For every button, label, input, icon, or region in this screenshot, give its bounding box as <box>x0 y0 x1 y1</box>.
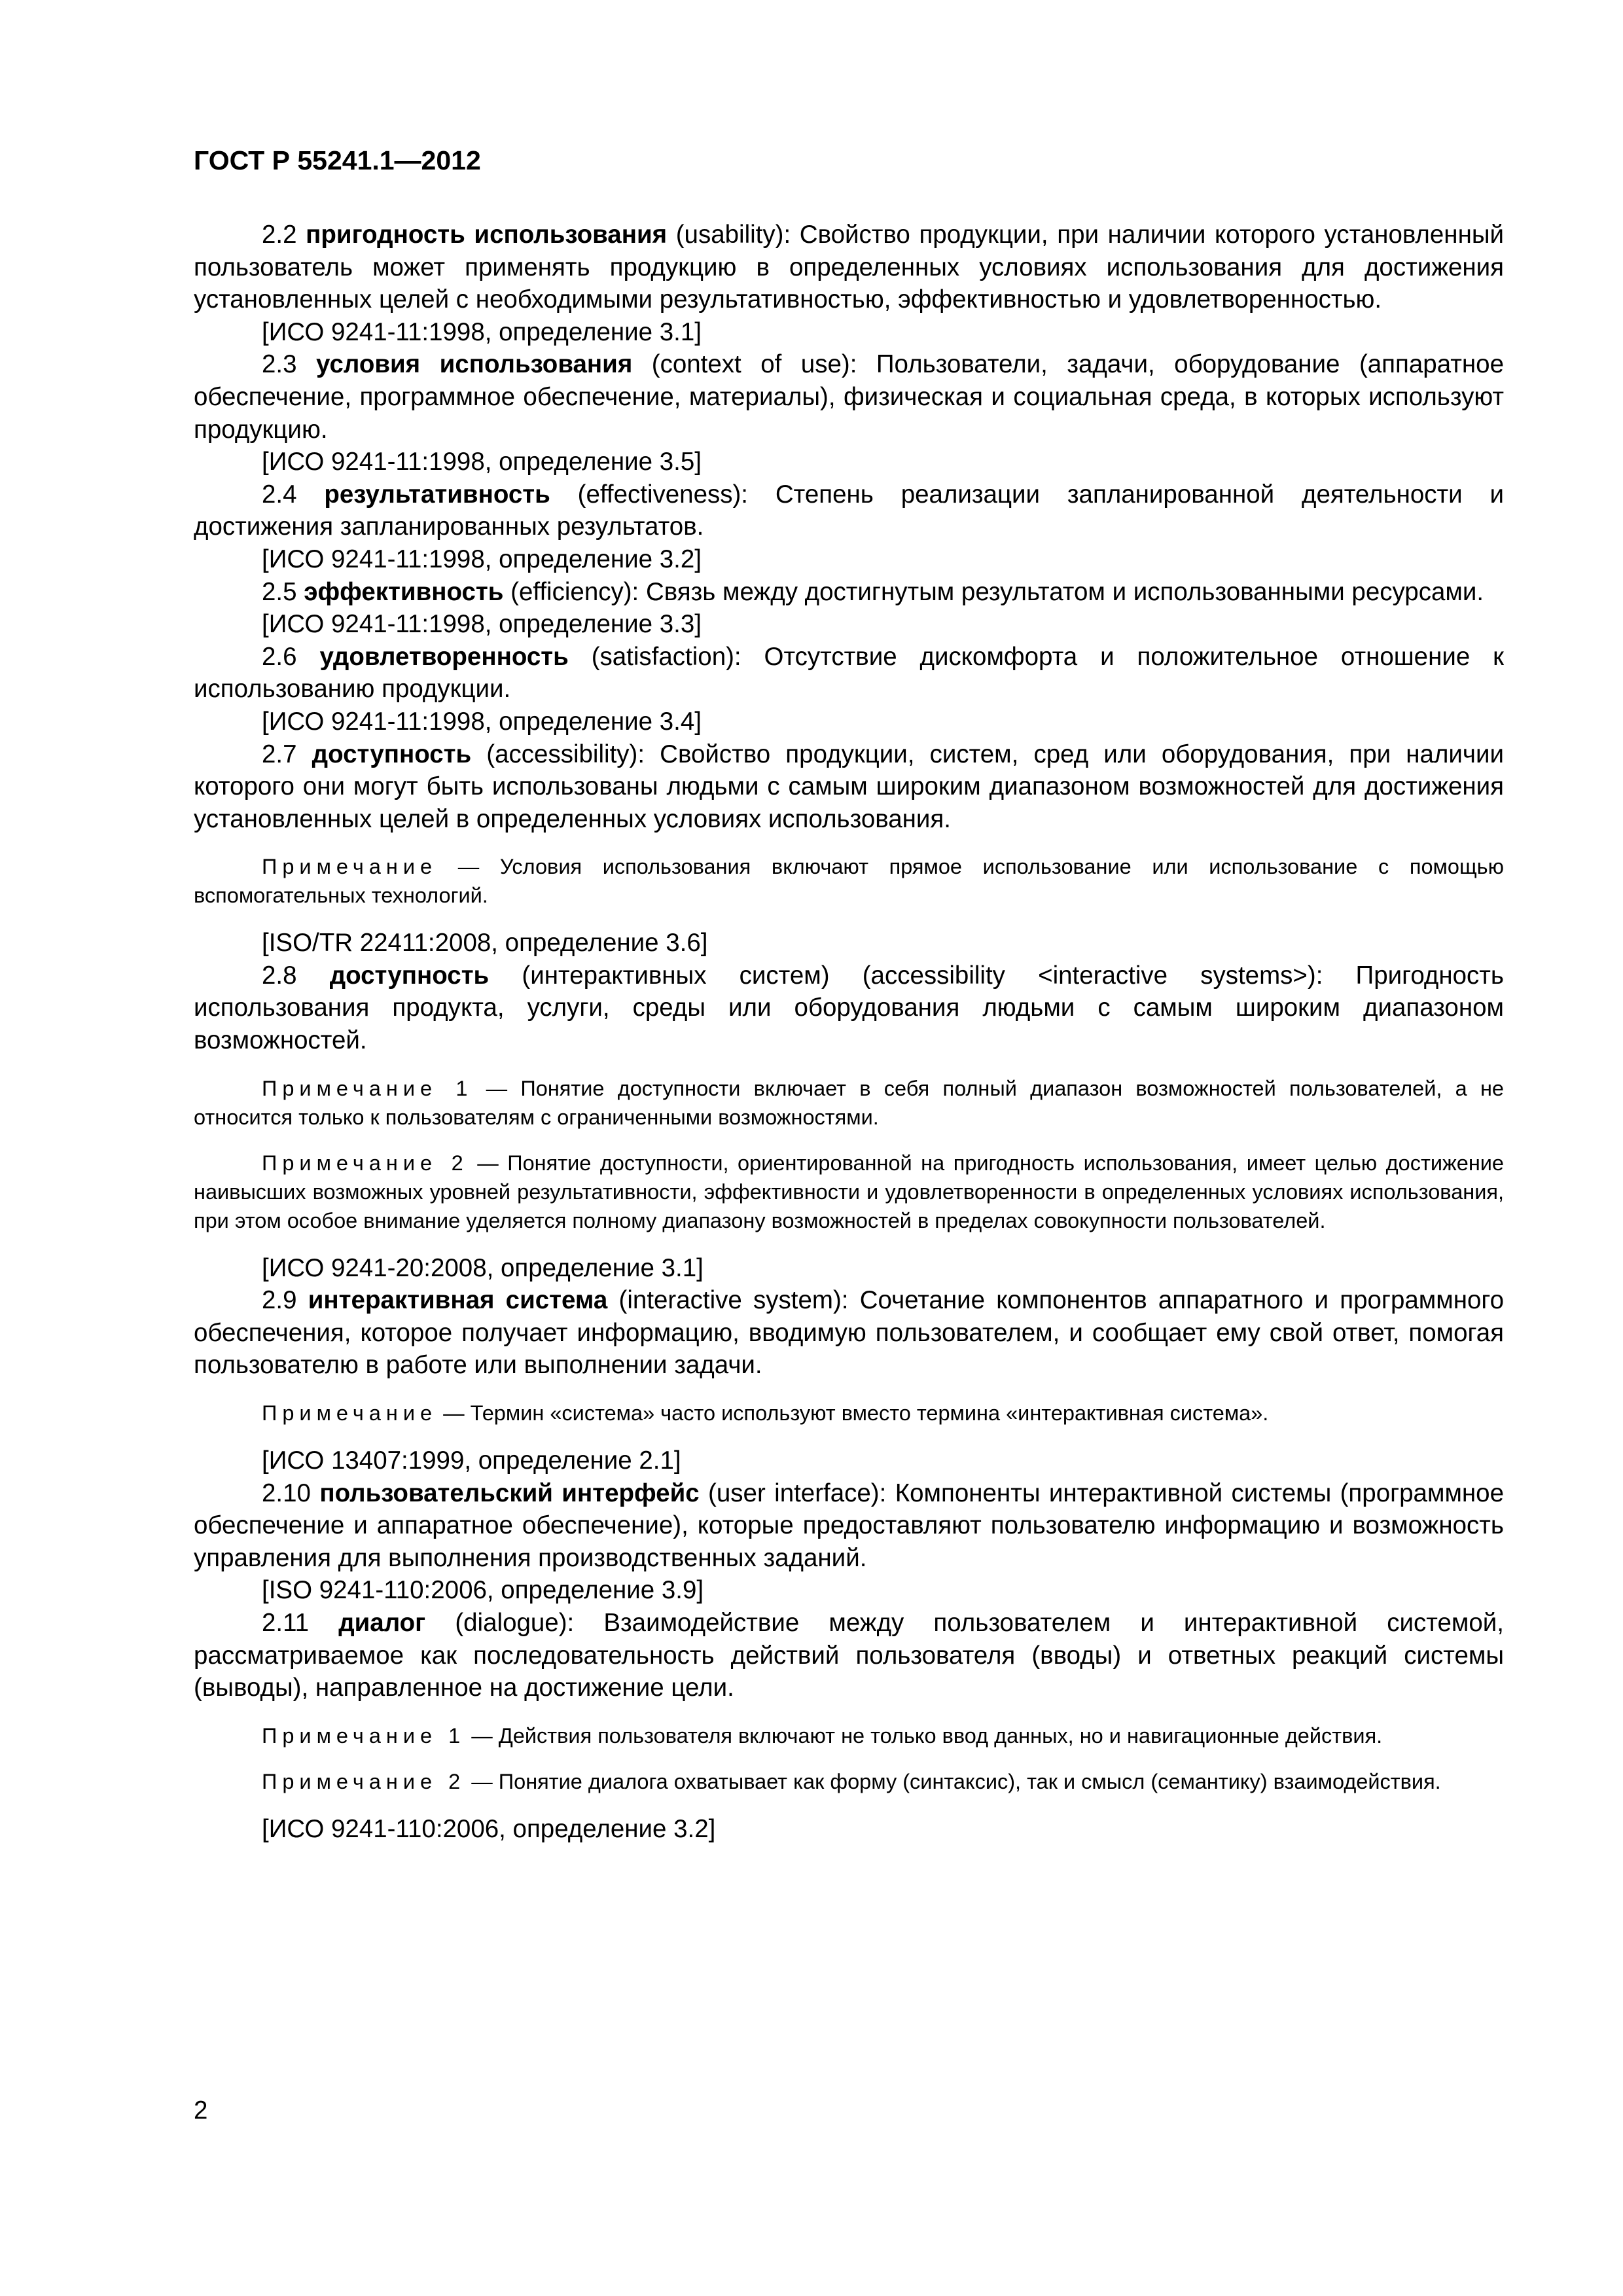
definition-2-5 <box>194 576 1504 609</box>
note-label: Примечание 1 <box>262 1076 473 1100</box>
definition-source: [ISO/TR 22411:2008, определение 3.6] <box>262 929 708 958</box>
definition-term: доступность <box>312 740 472 768</box>
definition-2-6 <box>194 641 1504 706</box>
definition-number: 2.2 <box>262 221 306 249</box>
definition-number: 2.3 <box>262 350 316 379</box>
definition-2-10 <box>194 1477 1504 1575</box>
definition-source: [ИСО 9241-11:1998, определение 3.2] <box>262 545 702 573</box>
note-label: Примечание 2 <box>262 1151 469 1175</box>
page-number: 2 <box>194 2096 208 2125</box>
definition-text: (интерактивных систем) (accessibility <interactive systems>): Пригодность использования продукта, услуги, среды или оборудования людьми с самым широким диапазоном возможностей. <box>194 961 1504 1055</box>
definition-text: (accessibility): Свойство продукции, систем, сред или оборудования, при наличии которого они могут быть использованы людьми с самым широким диапазоном возможностей для достижения установленных целей в определенных условиях использования. <box>194 740 1504 833</box>
definition-2-4 <box>194 478 1504 543</box>
note-label: Примечание <box>262 855 438 879</box>
definition-text: (user interface): Компоненты интерактивной системы (программное обеспечение и аппаратное обеспечение), которые предоставляют пользователю информацию и возможность управления для выполнения производственных заданий. <box>194 1479 1504 1572</box>
definition-2-7 <box>194 738 1504 836</box>
definition-text: (efficiency): Связь между достигнутым результатом и использованными ресурсами. <box>503 577 1484 606</box>
definition-number: 2.7 <box>262 740 312 768</box>
definition-number: 2.8 <box>262 961 330 990</box>
definition-text: (effectiveness): Степень реализации запланированной деятельности и достижения запланированных результатов. <box>194 480 1504 541</box>
note-text: — Условия использования включают прямое использование или использование с помощью вспомогательных технологий. <box>194 855 1504 908</box>
note-text: — Понятие доступности включает в себя полный диапазон возможностей пользователей, а не относится только к пользователям с ограниченными возможностями. <box>194 1076 1505 1129</box>
definition-number: 2.10 <box>262 1479 320 1507</box>
definition-term: доступность <box>329 961 490 990</box>
note-text: — Понятие диалога охватывает как форму (синтаксис), так и смысл (семантику) взаимодействия. <box>465 1769 1441 1793</box>
note-2 <box>194 1767 1504 1796</box>
definition-text: (usability): Свойство продукции, при наличии которого установленный пользователь может применять продукцию в определенных условиях использования для достижения установленных целей с необходимыми результативностью, эффективностью и удовлетворенностью. <box>194 221 1505 314</box>
definition-text: (dialogue): Взаимодействие между пользователем и интерактивной системой, рассматриваемое как последовательность действий пользователя (вводы) и ответных реакций системы (выводы), направленное на достижение цели. <box>194 1609 1504 1702</box>
definition-source: [ИСО 9241-20:2008, определение 3.1] <box>262 1253 704 1282</box>
definition-2-9 <box>194 1284 1504 1382</box>
definition-text: (context of use): Пользователи, задачи, оборудование (аппаратное обеспечение, программное обеспечение, материалы), физическая и социальная среда, в которых используют продукцию. <box>194 350 1504 444</box>
definition-term: эффективность <box>304 577 504 606</box>
definition-term: удовлетворенность <box>319 642 569 671</box>
definition-term: интерактивная система <box>308 1286 608 1315</box>
note-1 <box>194 1074 1504 1132</box>
definition-term: диалог <box>338 1609 426 1637</box>
definition-source: [ИСО 9241-11:1998, определение 3.4] <box>262 707 702 736</box>
note <box>194 1399 1504 1427</box>
document-header: ГОСТ Р 55241.1—2012 <box>194 145 481 175</box>
definition-source: [ИСО 9241-11:1998, определение 3.3] <box>262 610 702 639</box>
definition-term: условия использования <box>316 350 633 379</box>
definition-source: [ИСО 13407:1999, определение 2.1] <box>262 1446 681 1475</box>
definition-text: (satisfaction): Отсутствие дискомфорта и положительное отношение к использованию продукции. <box>194 642 1505 704</box>
definition-2-8 <box>194 960 1504 1057</box>
note <box>194 852 1504 910</box>
note-text: — Термин «система» часто используют вместо термина «интерактивная система». <box>437 1401 1269 1426</box>
document-page <box>194 144 1504 1845</box>
note-label: Примечание 1 <box>262 1723 466 1748</box>
definition-number: 2.6 <box>262 642 320 671</box>
definition-text: (interactive system): Сочетание компонентов аппаратного и программного обеспечения, которое получает информацию, вводимую пользователем, и сообщает ему свой ответ, помогая пользователю в работе или выполнении задачи. <box>194 1286 1505 1380</box>
definition-term: результативность <box>324 480 550 509</box>
definition-number: 2.4 <box>262 480 325 509</box>
note-label: Примечание <box>262 1401 438 1426</box>
note-2 <box>194 1149 1504 1235</box>
note-text: — Действия пользователя включают не только ввод данных, но и навигационные действия. <box>465 1723 1383 1748</box>
definition-term: пригодность использования <box>306 221 668 249</box>
definition-source: [ИСО 9241-110:2006, определение 3.2] <box>262 1814 716 1843</box>
definition-2-3 <box>194 348 1504 446</box>
definition-source: [ISO 9241-110:2006, определение 3.9] <box>262 1576 704 1605</box>
note-1 <box>194 1721 1504 1750</box>
definition-source: [ИСО 9241-11:1998, определение 3.1] <box>262 317 702 346</box>
note-label: Примечание 2 <box>262 1769 466 1793</box>
definition-2-11 <box>194 1607 1504 1704</box>
definition-number: 2.11 <box>262 1609 339 1637</box>
note-text: — Понятие доступности, ориентированной на пригодность использования, имеет целью достижение наивысших возможных уровней результативности, эффективности и удовлетворенности в определенных условиях использования, при этом особое внимание уделяется полному диапазону возможностей в пределах совокупности пользователей. <box>194 1151 1505 1232</box>
definition-2-2 <box>194 219 1504 316</box>
definition-term: пользовательский интерфейс <box>319 1479 700 1507</box>
definition-number: 2.5 <box>262 577 304 606</box>
definition-number: 2.9 <box>262 1286 308 1315</box>
definition-source: [ИСО 9241-11:1998, определение 3.5] <box>262 448 702 476</box>
